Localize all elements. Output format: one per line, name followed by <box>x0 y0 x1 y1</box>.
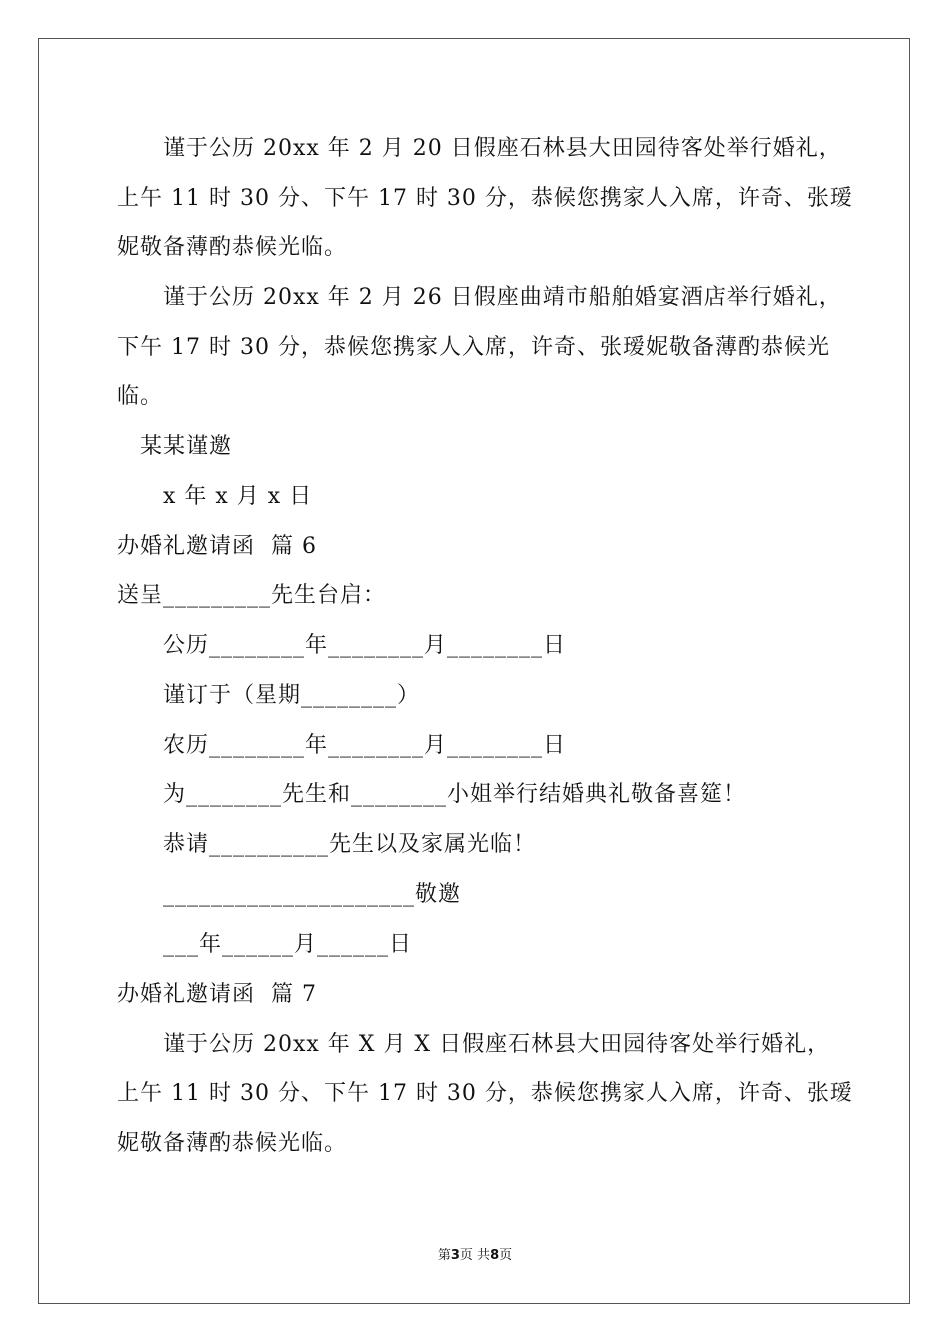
form-gregorian-date: 公历________年________月________日 <box>163 633 567 658</box>
paragraph-2-line-1: 谨于公历 20xx 年 2 月 26 日假座曲靖市船舶婚宴酒店举行婚礼， <box>163 285 842 310</box>
form-date-line: ___年______月______日 <box>163 932 413 957</box>
form-respect-line: _____________________敬邀 <box>163 882 462 907</box>
form-lunar-date: 农历________年________月________日 <box>163 733 567 758</box>
footer-mid: 页 共 <box>459 1248 491 1263</box>
form-couple-line: 为________先生和________小姐举行结婚典礼敬备喜筵！ <box>163 782 747 807</box>
paragraph-2-line-3: 临。 <box>117 384 164 409</box>
page-border <box>38 38 910 1304</box>
page-footer <box>0 1248 950 1264</box>
paragraph-1-line-3: 妮敬备薄酌恭候光临。 <box>117 235 348 260</box>
signoff: 某某谨邀 <box>140 434 233 459</box>
form-to-line: 送呈_________先生台启： <box>117 583 387 608</box>
footer-prefix: 第 <box>437 1248 451 1263</box>
form-weekday: 谨订于（星期________） <box>163 683 421 708</box>
paragraph-3-line-2: 上午 11 时 30 分、下午 17 时 30 分，恭候您携家人入席，许奇、张瑷 <box>117 1081 853 1106</box>
footer-total-pages: 8 <box>490 1248 500 1263</box>
paragraph-1-line-1: 谨于公历 20xx 年 2 月 20 日假座石林县大田园待客处举行婚礼， <box>163 136 842 161</box>
footer-suffix: 页 <box>499 1248 513 1263</box>
form-invite-line: 恭请__________先生以及家属光临！ <box>163 832 537 857</box>
paragraph-1-line-2: 上午 11 时 30 分、下午 17 时 30 分，恭候您携家人入席，许奇、张瑷 <box>117 186 853 211</box>
section-6-title: 办婚礼邀请函 篇 6 <box>117 534 317 559</box>
paragraph-3-line-1: 谨于公历 20xx 年 X 月 X 日假座石林县大田园待客处举行婚礼， <box>163 1032 831 1057</box>
paragraph-2-line-2: 下午 17 时 30 分，恭候您携家人入席，许奇、张瑷妮敬备薄酌恭候光 <box>117 335 830 360</box>
section-7-title: 办婚礼邀请函 篇 7 <box>117 982 317 1007</box>
paragraph-3-line-3: 妮敬备薄酌恭候光临。 <box>117 1131 348 1156</box>
date-line: x 年 x 月 x 日 <box>163 484 313 509</box>
footer-current-page: 3 <box>450 1248 460 1263</box>
